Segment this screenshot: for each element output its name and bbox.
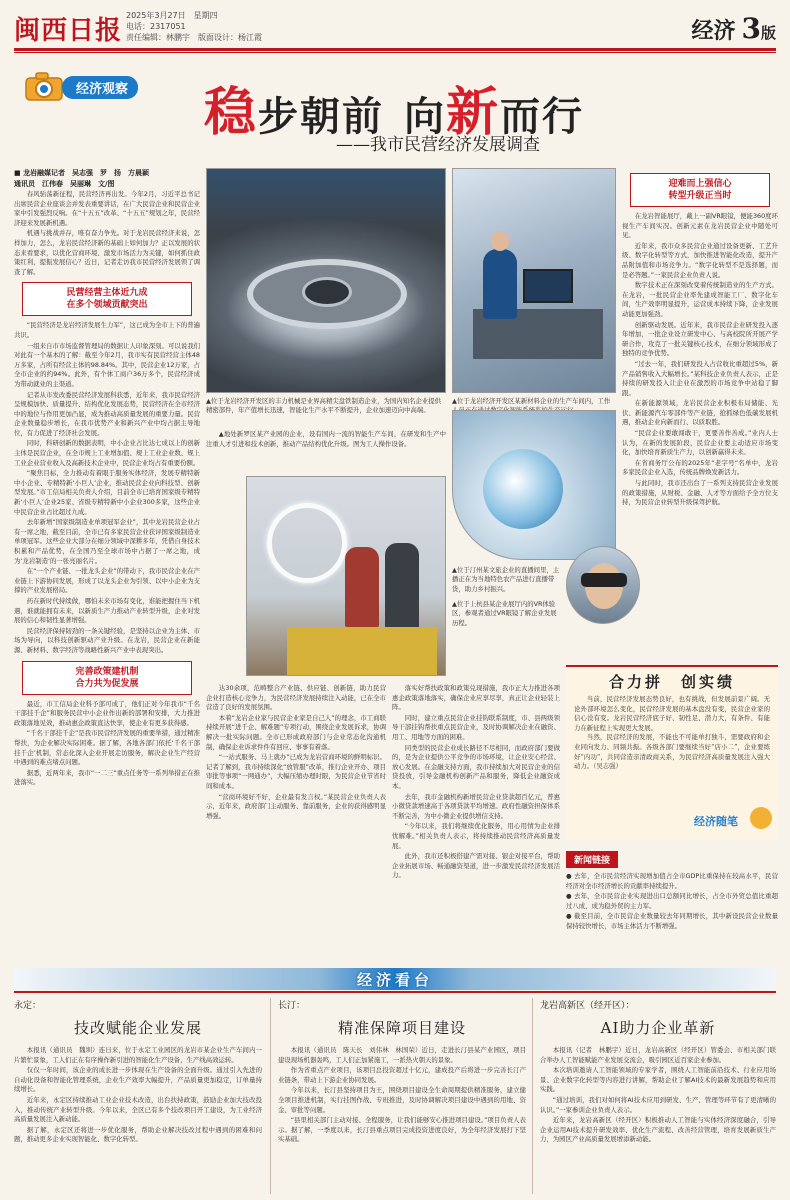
paragraph: 据悉，近两年来，我市“一二三”重点任务等一系列举措正在推进落实。 xyxy=(14,768,200,787)
section-band xyxy=(14,968,776,990)
brief-title: 技改赋能企业发展 xyxy=(73,1019,202,1037)
section-name: 经济 xyxy=(691,18,736,44)
paragraph: 去年新增“国家级制造业单项冠军企业”，其中龙岩民营企业占有一席之地，截至目前，全市已有多家民营企业获评国家级制造业单项冠军。这些企业大部分在细分领域中深耕多年，凭借自身技术积累和产品优势，在全国乃至全球市场中占据了一席之地，成为‘龙岩制造’的一张亮丽名片。 xyxy=(14,518,200,565)
paragraph: 今年以来，长汀县坚持项目为王，围绕项目建设全生命周期提供精准服务，建立健全项目推进机制，实行挂图作战、专班推进，及时协调解决项目建设中遇到的用地、资金、审批等问题。 xyxy=(278,1086,526,1114)
byline-1: ■ 龙岩融媒记者 吴志强 罗 扬 方晨颖 xyxy=(14,169,150,177)
paragraph: “今年以来，我们将继续优化服务，用心用情为企业排忧解难。”相关负责人表示，将持续推动民营经济高质量发展。 xyxy=(392,822,560,850)
brief-title: 精准保障项目建设 xyxy=(337,1019,466,1037)
column-tag: 经济观察 xyxy=(62,76,138,99)
paragraph: “民营经济是龙岩经济发展生力军”，这已成为全市上下的普遍共识。 xyxy=(14,321,200,339)
brief-body xyxy=(278,1046,526,1145)
paragraph: ▲地处新罗区某产业园的企业，设有国内一流的智能生产车间，在研发和生产中注重人才引进和技术创新，推动产品结构优化升级。图为工人操作设备。 xyxy=(206,430,446,448)
paragraph: 本报讯（通讯员 陈天长 刘伟林 林国荣）近日，走进长汀县某产业园区，项目建设现场机器轰鸣，工人们正加紧施工，一派热火朝天的景象。 xyxy=(278,1046,526,1064)
paragraph: 同类型的民营企业成长路径不尽相同，而政府部门要做的，是为企业提供公平竞争的市场环境，让企业安心经营、放心发展。在金融支持方面，我市持续加大对民营企业的信贷投放，引导金融机构创新产品和服务，降低企业融资成本。 xyxy=(392,743,560,790)
paragraph: 在省商务厅公布的2025年“老字号”名单中，龙岩多家民营企业入选，传统品牌焕发新活力。 xyxy=(622,458,778,477)
headline-part-5: 而行 xyxy=(500,93,585,140)
masthead xyxy=(14,8,776,46)
paragraph: “过去一年，我们研发投入占营收比重超过5%，新产品销售收入大幅增长。”某科技企业负责人表示，正是持续的研发投入让企业在激烈的市场竞争中站稳了脚跟。 xyxy=(622,359,778,397)
brief-hightech-zone xyxy=(540,998,776,1194)
paragraph: 近年来，龙岩高新区（经开区）积极推动人工智能与实体经济深度融合，引导企业运用AI技术提升研发效率、优化生产流程、改善经营管理，培育发展新质生产力，为园区产业高质量发展增添新动能。 xyxy=(540,1116,776,1144)
paragraph: “聚焦目标，全力推动有着眼于服务实体经济，发展专精特新中小企业、专精特新‘小巨人’企业，推动民营企业向科技型、创新型发展。”市工信局相关负责人介绍，目前全市已培育国家级专精特新‘小巨人’企业25家、省级专精特新中小企业300多家，这些企业中民营企业占比超过九成。 xyxy=(14,469,200,516)
paragraph: 达30余项，范畴整合产业链、供应链、创新链，助力民营企业打造核心竞争力，为民营经济发展持续注入动能，已在全市营造了良好的发展氛围。 xyxy=(206,684,386,712)
article-column-2-left xyxy=(206,476,242,676)
photo-livestream xyxy=(246,476,446,676)
paragraph: 近年来，我市众多民营企业通过设备更新、工艺升级、数字化转型等方式，加快推进智能化改造，提升产品附加值和市场竞争力。“数字化转型不是选择题，而是必答题。”一家民营企业负责人说。 xyxy=(622,241,778,279)
brief-yongding xyxy=(14,998,262,1194)
paragraph: 在新能源领域，龙岩民营企业积极布局储能、光伏、新能源汽车零部件等产业链，抢抓绿色低碳发展机遇，推动企业向新而行、以质取胜。 xyxy=(622,399,778,427)
brief-body xyxy=(14,1046,262,1145)
paragraph: 机遇与挑战并存，唯有奋力争先。对于龙岩民营经济来说，怎样加力，怎么，龙岩民营经济新的基础上如何加力？正以发展的状态来看要求，以优化营商环境、激发市场活力为关键，如何抓住政策红利，提振发展信心？近日，记者走访我市民营经济发展领了调查了解。 xyxy=(14,229,200,276)
article-column-2-lower xyxy=(206,684,386,962)
paragraph: 在龙岩智能展厅，戴上一副VR眼镜，便能360度环视生产车间实况。创新元素在龙岩民营企业中随处可见。 xyxy=(622,212,778,240)
paragraph: 此外，我市还积极搭建产需对接、银企对接平台，帮助企业拓展市场、畅通融资渠道，进一步激发民营经济发展活力。 xyxy=(392,852,560,880)
paragraph: 当前，民营经济发展态势良好，也有挑战，但发展前景广阔。无论外部环境怎么变化，民营经济发展的基本盘没有变，民营企业家的信心没有变。龙岩民营经济底子好、韧性足、潜力大，有条件、有能力在新征程上实现更大发展。 xyxy=(574,695,770,732)
paragraph: 药在新时代持续做，哪怕未来市场有变化，谁能把握住当下机遇，谁就能拥有未来，以新质生产力推动产业转型升级，企业对发展的信心和韧性显著增强。 xyxy=(14,596,200,625)
photo-machine-parts xyxy=(206,168,446,393)
commentary-title: 合力拼 创实绩 xyxy=(608,673,735,691)
paragraph: “营商环境好不好，企业最有发言权。”某民营企业负责人表示，近年来，政府部门主动服务、靠前服务，企业的获得感明显增强。 xyxy=(206,792,386,820)
paragraph: “县里相关部门主动对接、全程服务，让我们能够安心推进项目建设。”项目负责人表示。据了解，一季度以来，长汀县重点项目完成投资进度良好，为全年经济发展打下坚实基础。 xyxy=(278,1116,526,1144)
list-item: ● 截至目前，全市民营企业数量较去年同期增长，其中新设民营企业数量保持较快增长，市场主体活力不断增强。 xyxy=(566,912,778,930)
pen-icon xyxy=(750,807,772,829)
brief-body xyxy=(540,1046,776,1145)
caption-machine: ▲位于龙岩经济开发区的丰力机械是业界高精尖盘铁制造企业，为国内知名企业提供精密部件，年产值增长迅速，智能化生产水平不断提升，企业加速迈向中高端。 xyxy=(206,397,441,415)
paragraph: 据了解，永定区还将进一步优化服务，帮助企业解决技改过程中遇到的困难和问题，推动更多企业实现智能化、数字化转型。 xyxy=(14,1125,262,1144)
photo-vr-exhibit xyxy=(452,410,616,560)
section-ban: 版 xyxy=(760,24,776,42)
paragraph: “民营企业要敢闯敢干，更要善作善成。”业内人士认为，在新的发展阶段，民营企业要主动适应市场变化，加快培育新质生产力，以创新赢得未来。 xyxy=(622,429,778,457)
paragraph: 同时，建立重点民营企业挂钩联系制度，市、县两级领导干部挂钩帮扶重点民营企业，及时协调解决企业在融资、用工、用地等方面的困难。 xyxy=(392,713,560,741)
paragraph: 春风骀荡新征程，民营经济再出发。今年2月，习近平总书记出席民营企业座谈会并发表重要讲话，在广大民营企业和民营企业家中引发强烈反响。在“十五五”改革、“十五五”规划之年，民营经济迎来发展新机遇。 xyxy=(14,190,200,227)
paragraph: 最近，市工信局企业科予部可成了，他们正对今年我市“千名干部挂千企”和服务民营中小企业作出新的部署和安排，大力推进政策落地见效，推动惠企政策直达快享，使企业有更多获得感。 xyxy=(14,699,200,727)
paragraph: 当然，民营经济的发展，不能也不可能单打独斗，需要政府和企业同向发力、同频共振。各级各部门要继续当好“店小二”，企业要练好“内功”，共同营造亲清政商关系，为民营经济高质量发展注入强大动力。（吴志强） xyxy=(574,733,770,771)
issue-editors: 责任编辑：林鹏宇 版面设计：杨江霞 xyxy=(126,33,262,42)
section-number: 3 xyxy=(741,12,761,45)
article-column-1 xyxy=(14,168,200,963)
paragraph: “千名干部挂千企”是我市民营经济发展的重要举措，通过精准帮扶，为企业解决实际困难。据了解，各地各部门依托‘千名干部挂千企’机制，常态化深入企业开展走访服务，解决企业生产经营中遇到的难点堵点问题。 xyxy=(14,729,200,767)
paragraph: 与此同时，我市还出台了一系列支持民营企业发展的政策措施，从财税、金融、人才等方面给予全方位支持，为民营企业转型升级保驾护航。 xyxy=(622,479,778,507)
article-column-2 xyxy=(206,430,446,472)
headline-part-3: 向 xyxy=(404,93,447,140)
commentary-body xyxy=(574,695,770,772)
paragraph: 作为省重点产业项目，该项目总投资超过十亿元，建成投产后将进一步完善长汀产业链条，带动上下游企业协同发展。 xyxy=(278,1066,526,1084)
brief-location: 长汀： xyxy=(278,1001,306,1011)
section-subhead: 完善政策建机制 合力共为促发展 xyxy=(22,661,192,695)
headline-char-1: 稳 xyxy=(204,82,259,143)
masthead-rule-thin xyxy=(14,52,776,53)
section-band-title: 经济看台 xyxy=(356,971,433,989)
article-column-4 xyxy=(622,168,778,660)
brief-location: 永定： xyxy=(14,1001,42,1011)
newspaper-logo: 闽西日报 xyxy=(14,16,123,46)
caption-vr: ▲位于上杭县某企业展厅内的VR体验区，参观者通过VR眼镜了解企业发展历程。 xyxy=(452,600,557,627)
page-subtitle: ——我市民营经济发展调查 xyxy=(336,135,540,155)
byline-2: 通讯员 江伟春 吴丽琳 文/图 xyxy=(14,180,115,188)
paragraph: 近年来，永定区持续推动工业企业技术改造，出台扶持政策，鼓励企业加大技改投入，推动传统产业转型升级。今年以来，全区已有多个技改项目开工建设，为工业经济高质量发展注入新动能。 xyxy=(14,1095,262,1124)
paragraph: 本报讯（通讯员 魏圳）连日来，位于永定工业园区的龙岩市某企业生产车间内一片繁忙景象，工人们正在有序操作新引进的智能化生产设备，生产线高效运转。 xyxy=(14,1046,262,1064)
photo-factory-workshop xyxy=(452,168,616,393)
paragraph: “通过培训，我们对如何将AI技术应用到研发、生产、管理等环节有了更清晰的认识。”一家参训企业负责人表示。 xyxy=(540,1095,776,1114)
paragraph: 本报讯（记者 林鹏宇）近日，龙岩高新区（经开区）管委会、市相关部门联合举办人工智能赋能产业发展交流会，吸引园区近百家企业参加。 xyxy=(540,1046,776,1064)
column-divider xyxy=(532,998,533,1194)
headline-part-2: 步朝前 xyxy=(258,93,385,140)
section-band-rule xyxy=(14,991,776,993)
brief-changting xyxy=(278,998,526,1194)
paragraph: “一站式服务、马上就办”已成为龙岩营商环境的鲜明标识。记者了解到，我市持续深化“放管服”改革，推行企业开办、项目审批等事项“一网通办”，大幅压缩办理时限，为民营企业节省时间和成本。 xyxy=(206,753,386,790)
paragraph: 同时，科研创新的数据表明，中小企业占比达七成以上的创新主体是民营企业，在全市规上工业增加值、规上工业企业数、规上工业企业营业收入及高新技术企业中，民营企业均占有重要份额。 xyxy=(14,439,200,467)
brief-location: 龙岩高新区（经开区）： xyxy=(540,1001,635,1011)
section-label xyxy=(691,12,776,45)
column-divider xyxy=(270,998,271,1194)
news-link-title: 新闻链接 xyxy=(566,851,618,868)
headline-area xyxy=(14,60,776,160)
news-link-box xyxy=(566,848,778,962)
masthead-rule xyxy=(14,48,776,51)
issue-phone: 电话：2317051 xyxy=(126,22,186,31)
commentary-tag: 经济随笔 xyxy=(694,815,738,828)
list-item: ● 去年，全市民营经济实现增加值占全市GDP比重保持在较高水平，民营经济对全市经济增长的贡献率持续提升。 xyxy=(566,872,778,890)
article-column-3 xyxy=(392,684,560,962)
section-subhead: 民营经营主体近九成 在多个领域贡献突出 xyxy=(22,282,192,316)
paragraph: 一组来自市市场监督管理局的数据让人印象深刻。可以说我们对此有一个基本的了解：截至今年2月，我市实有民营经营主体48万多家，占所有经营主体的98.84%。其中，民营企业12万家，占全市企业的约94%。此外，有个体工商户36万多个，民营经济成为带动就业的主渠道。 xyxy=(14,341,200,388)
commentary-box xyxy=(566,665,778,840)
paragraph: 本次培训邀请人工智能领域的专家学者，围绕人工智能前沿技术、行业应用场景、企业数字化转型等内容进行讲解，帮助企业了解AI技术的最新发展趋势和应用实践。 xyxy=(540,1066,776,1094)
headline-char-4: 新 xyxy=(446,82,501,143)
section-subhead: 迎难而上强信心 转型升级正当时 xyxy=(630,173,770,207)
paragraph: 去年，我市金融机构新增民营企业贷款超百亿元，普惠小微贷款增速高于各项贷款平均增速。政府性融资担保体系不断完善，为中小微企业提供增信支持。 xyxy=(392,792,560,820)
paragraph: 仅仅一年时间，该企业的成长进一步体现在生产设备的全面升级。通过引入先进的自动化设备和智能化管理系统，企业生产效率大幅提升，产品质量更加稳定，订单量持续增长。 xyxy=(14,1066,262,1094)
list-item: ● 去年，全市民营企业实现进出口总额同比增长，占全市外贸总值比重超过八成，成为稳外贸的主力军。 xyxy=(566,892,778,910)
paragraph: 在“一个产业链、一批龙头企业”的带动下，我市民营企业在产业链上下游协同发展，形成了以龙头企业为引领、以中小企业为支撑的产业发展格局。 xyxy=(14,567,200,595)
caption-livestream: ▲位于汀州某文旅企业的直播间里，主播正在为当地特色农产品进行直播带货，助力乡村振兴。 xyxy=(452,566,560,593)
caption-factory: ▲位于龙岩经济开发区某新材料企业的生产车间内，工作 xyxy=(452,397,611,405)
paragraph: 数字技术正在深刻改变着传统制造业的生产方式。在龙岩，一批民营企业率先建成智能工厂、数字化车间，生产效率明显提升，运营成本持续下降，企业发展动能更加强劲。 xyxy=(622,281,778,318)
paragraph: 记者从市发改委民营经济发展科获悉，近年来，我市民营经济呈规模加快、质量提升、结构优化发展态势，民营经济在全市经济中的地位与作用更加凸显，成为推动高质量发展的重要力量。民营企业数量稳步增长，在我市优势产业和新兴产业中均占据主导地位，有力促进了经济社会发展。 xyxy=(14,390,200,437)
paragraph: 本着“龙岩企业家与民营企业家是自己人”的理念，市工商联持续开展“进千企、解难题”专项行动，围绕企业发展诉求，协调解决一批实际问题。全市已形成政府部门与企业常态化沟通机制，确保企业诉求件件有回应、事事有着落。 xyxy=(206,713,386,751)
issue-date: 2025年3月27日 星期四 xyxy=(126,11,218,20)
paragraph: 创新驱动发展。近年来，我市民营企业研发投入逐年增加，一批企业设立研发中心、与高校院所开展产学研合作，攻克了一批关键核心技术，在细分领域形成了独特的竞争优势。 xyxy=(622,320,778,358)
news-link-body xyxy=(566,872,778,932)
brief-title: AI助力企业革新 xyxy=(600,1019,716,1037)
paragraph: 落实好帮扶政策和政策兑现措施，我市正大力推进各项惠企政策落地落实，确保企业应享尽享，真正让企业轻装上阵。 xyxy=(392,684,560,712)
paragraph: 民营经济保持韧劲的一条关键经验，是坚持以企业为主体、市场为导向，以科技创新驱动产业升级。在龙岩，民营企业在新能源、新材料、数字经济等战略性新兴产业中表现突出。 xyxy=(14,626,200,654)
issue-meta xyxy=(126,10,262,43)
